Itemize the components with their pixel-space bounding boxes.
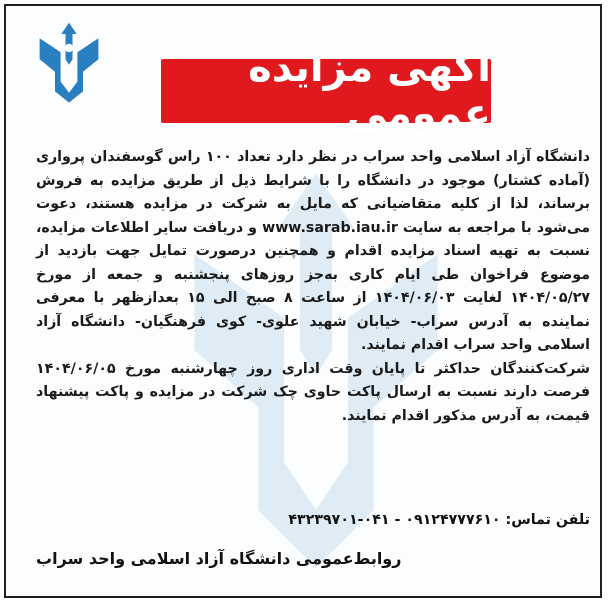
notice-body — [36, 146, 590, 428]
notice-footer-signature: روابط‌عمومی دانشگاه آزاد اسلامی واحد سراب — [36, 549, 402, 568]
notice-paragraph-2: شرکت‌کنندگان حداکثر تا پایان وقت اداری روز چهارشنبه مورخ ۱۴۰۴/۰۶/۰۵ فرصت دارند نسبت به ارسال پاکت حاوی چک شرکت در مزایده و پاکت پیشنهاد قیمت، به آدرس مذکور اقدام نمایند. — [36, 360, 590, 424]
notice-title: آگهی مزایده عمومی — [248, 45, 491, 137]
notice-title-banner — [161, 45, 491, 137]
contact-phone: تلفن تماس: ۰۹۱۲۴۷۷۷۶۱۰ - ۰۴۱-۴۳۲۳۹۷۰۱ — [288, 512, 590, 528]
notice-paragraph-1: دانشگاه آزاد اسلامی واحد سراب در نظر دارد تعداد ۱۰۰ راس گوسفندان پرواری (آماده کشتار) موجود در دانشگاه را با شرایط ذیل از طریق مزایده به فروش برساند، لذا از کلیه متقاضیانی که مایل به شرکت در مزایده هستند، دعوت می‌شود با مراجعه به سایت www.sarab.iau.ir و دریافت سایر اطلاعات مزایده، نسبت به تهیه اسناد مزایده اقدام و همچنین درصورت تمایل جهت بازدید از موضوع فراخوان طی ایام کاری به‌جز روزهای پنجشنبه و جمعه از مورخ ۱۴۰۴/۰۵/۲۷ لغایت ۱۴۰۴/۰۶/۰۳ از ساعت ۸ صبح الی ۱۵ بعدازظهر با معرفی نماینده به آدرس سراب- خیابان شهید علوی- کوی فرهنگیان- دانشگاه آزاد اسلامی واحد سراب اقدام نمایند. — [36, 149, 591, 353]
notice-frame — [4, 4, 602, 598]
university-logo-icon — [34, 20, 104, 104]
